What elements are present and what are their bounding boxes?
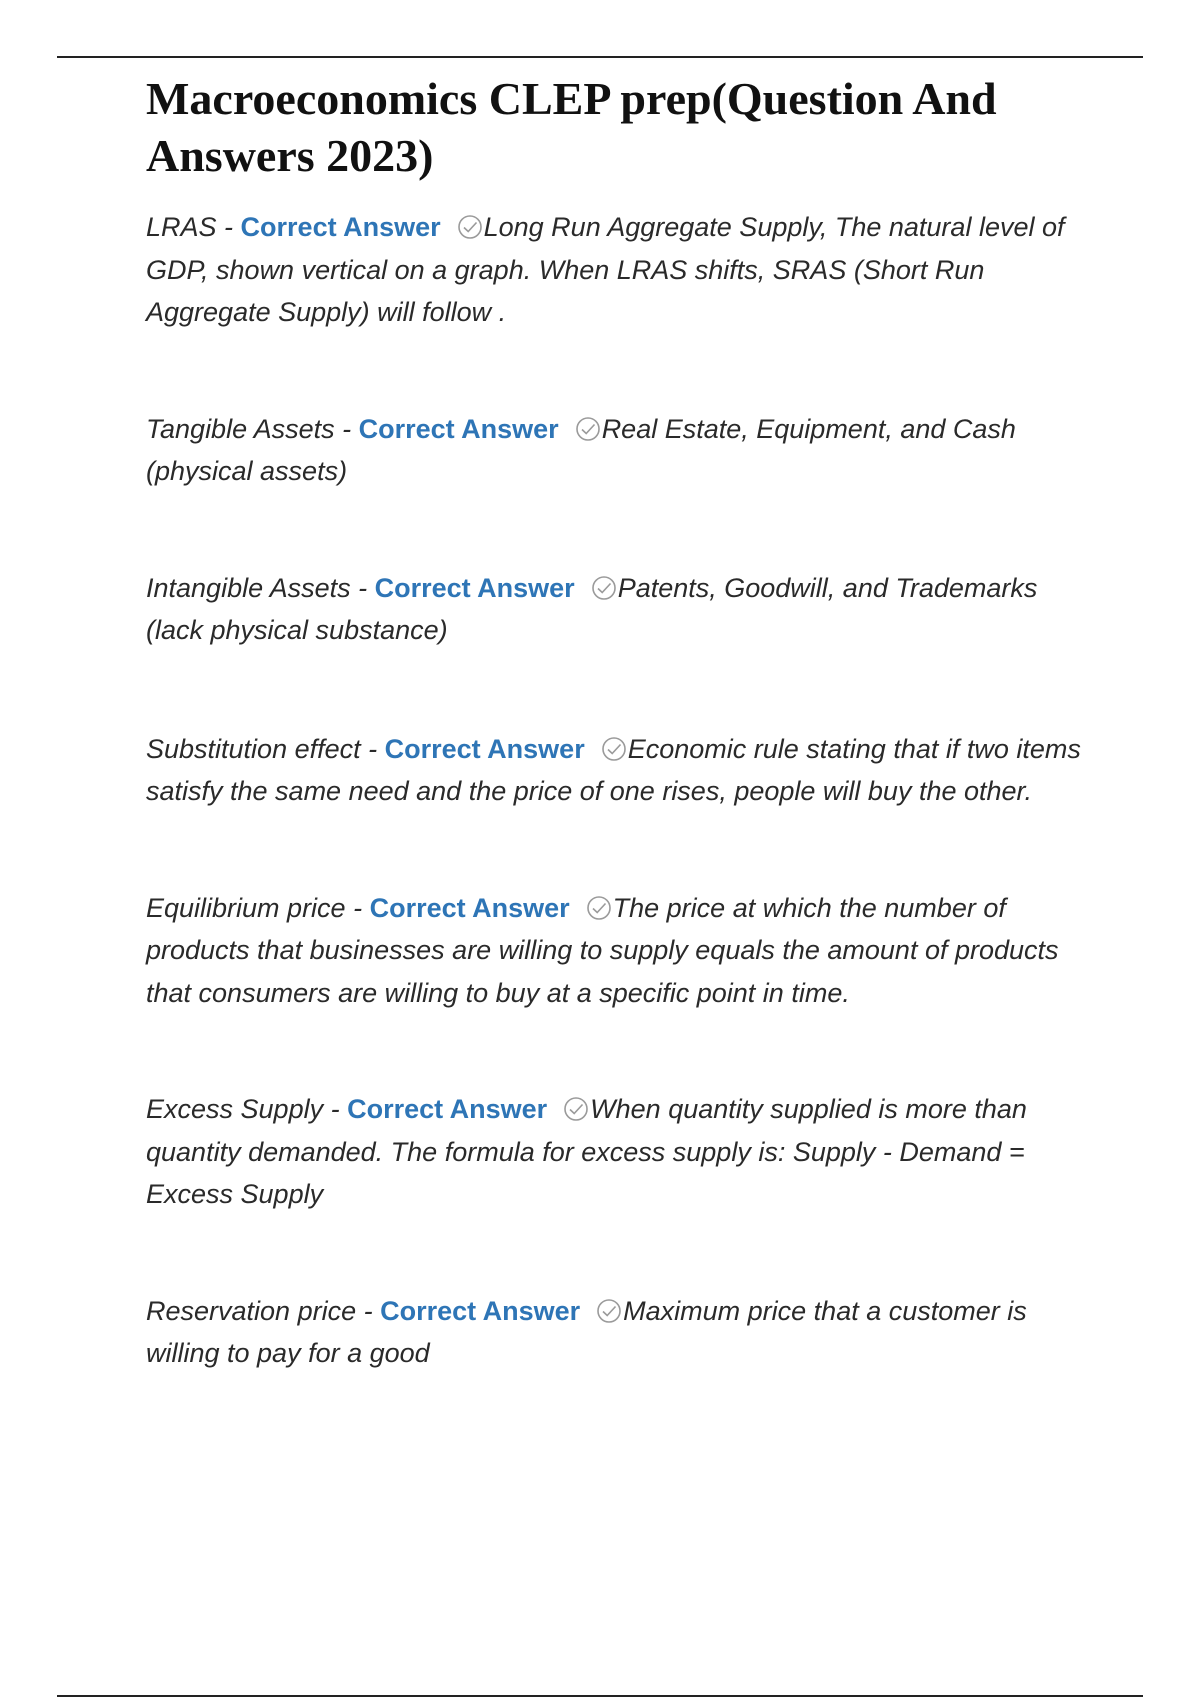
qa-separator: - bbox=[345, 892, 370, 923]
document-title: Macroeconomics CLEP prep(Question And Answers 2023) bbox=[146, 73, 997, 181]
qa-separator: - bbox=[216, 212, 241, 242]
qa-term: Tangible Assets bbox=[146, 413, 335, 444]
qa-term: Reservation price bbox=[146, 1295, 357, 1326]
correct-answer-label: Correct Answer bbox=[374, 572, 575, 603]
top-rule bbox=[57, 56, 1143, 58]
document-page bbox=[146, 70, 1086, 1375]
qa-item bbox=[146, 206, 1086, 334]
check-circle-icon bbox=[457, 210, 483, 236]
check-circle-icon bbox=[596, 1294, 622, 1320]
qa-separator: - bbox=[350, 572, 375, 603]
qa-item bbox=[146, 408, 1086, 493]
qa-item bbox=[146, 1290, 1086, 1375]
qa-item bbox=[146, 728, 1086, 813]
correct-answer-label: Correct Answer bbox=[380, 1295, 581, 1326]
qa-item bbox=[146, 567, 1086, 652]
bottom-rule bbox=[57, 1695, 1143, 1697]
qa-separator: - bbox=[323, 1094, 348, 1124]
check-circle-icon bbox=[575, 412, 601, 438]
qa-separator: - bbox=[360, 733, 385, 764]
qa-item bbox=[146, 1088, 1086, 1216]
check-circle-icon bbox=[586, 891, 612, 917]
qa-term: LRAS bbox=[146, 212, 217, 242]
qa-answer: Maximum price that a customer is willing to pay for a good bbox=[146, 1295, 1027, 1368]
qa-answer: Economic rule stating that if two items satisfy the same need and the price of one rises, people will buy the other. bbox=[146, 733, 1081, 806]
check-circle-icon bbox=[563, 1092, 589, 1118]
qa-separator: - bbox=[334, 413, 359, 444]
check-circle-icon bbox=[591, 571, 617, 597]
qa-term: Excess Supply bbox=[146, 1094, 324, 1124]
qa-term: Substitution effect bbox=[146, 733, 361, 764]
correct-answer-label: Correct Answer bbox=[369, 892, 570, 923]
qa-answer: Real Estate, Equipment, and Cash (physical assets) bbox=[146, 413, 1016, 486]
qa-term: Equilibrium price bbox=[146, 892, 346, 923]
qa-answer: Patents, Goodwill, and Trademarks (lack physical substance) bbox=[146, 572, 1038, 645]
correct-answer-label: Correct Answer bbox=[358, 413, 559, 444]
correct-answer-label: Correct Answer bbox=[384, 733, 585, 764]
qa-list bbox=[146, 206, 1086, 1375]
correct-answer-label: Correct Answer bbox=[347, 1094, 548, 1124]
qa-answer: The price at which the number of products that businesses are willing to supply equals the amount of products that consumers are willing to buy at a specific point in time. bbox=[146, 892, 1059, 1008]
correct-answer-label: Correct Answer bbox=[240, 212, 441, 242]
qa-term: Intangible Assets bbox=[146, 572, 351, 603]
qa-separator: - bbox=[356, 1295, 381, 1326]
qa-answer: Long Run Aggregate Supply, The natural level of GDP, shown vertical on a graph. When LRAS shifts, SRAS (Short Run Aggregate Supply) will follow . bbox=[146, 212, 1065, 327]
qa-item bbox=[146, 887, 1086, 1015]
check-circle-icon bbox=[601, 732, 627, 758]
qa-answer: When quantity supplied is more than quantity demanded. The formula for excess supply is: Supply - Demand = Excess Supply bbox=[146, 1094, 1027, 1209]
